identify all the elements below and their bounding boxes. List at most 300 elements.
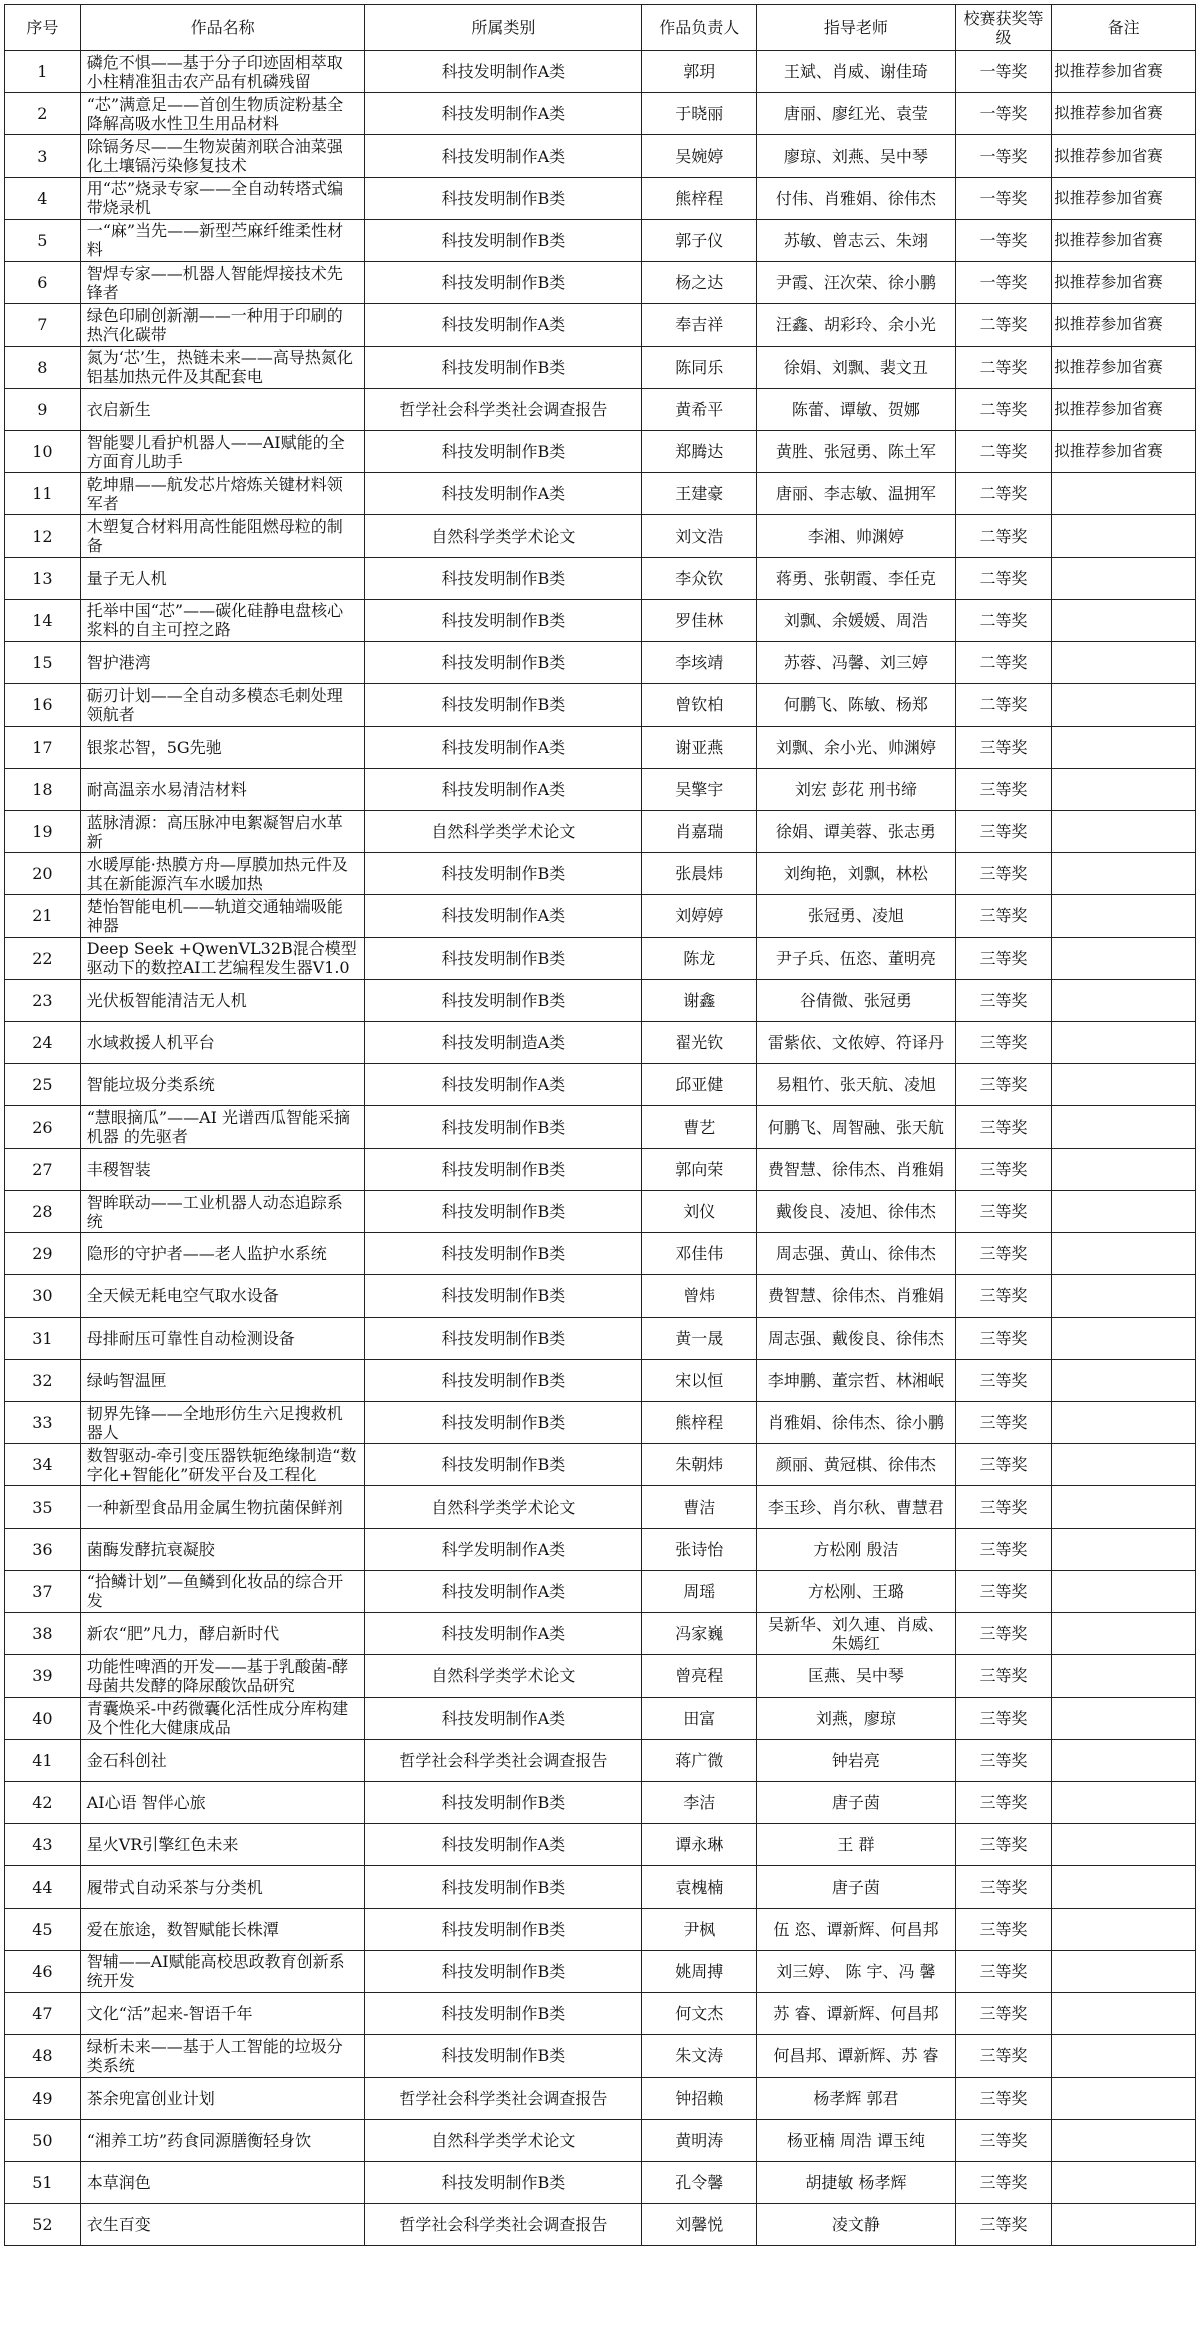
cell-remark bbox=[1052, 1359, 1196, 1401]
cell-work-name: 用“芯”烧录专家——全自动转塔式编带烧录机 bbox=[80, 177, 365, 219]
cell-index: 24 bbox=[5, 1022, 81, 1064]
cell-index: 40 bbox=[5, 1697, 81, 1739]
cell-category: 科技发明制作A类 bbox=[365, 1613, 642, 1655]
cell-work-name: 青囊焕采-中药微囊化活性成分库构建及个性化大健康成品 bbox=[80, 1697, 365, 1739]
cell-award-level: 二等奖 bbox=[955, 430, 1052, 472]
cell-work-name: 磷危不惧——基于分子印迹固相萃取小柱精准狙击农产品有机磷残留 bbox=[80, 51, 365, 93]
cell-award-level: 三等奖 bbox=[955, 2035, 1052, 2077]
cell-award-level: 二等奖 bbox=[955, 473, 1052, 515]
table-row bbox=[5, 177, 1196, 219]
table-row bbox=[5, 1190, 1196, 1232]
cell-award-level: 三等奖 bbox=[955, 1993, 1052, 2035]
cell-advisor: 李湘、帅渊婷 bbox=[757, 515, 956, 557]
cell-remark bbox=[1052, 726, 1196, 768]
cell-index: 23 bbox=[5, 979, 81, 1021]
cell-award-level: 三等奖 bbox=[955, 1570, 1052, 1612]
cell-remark bbox=[1052, 1950, 1196, 1992]
cell-advisor: 胡捷敏 杨孝辉 bbox=[757, 2161, 956, 2203]
cell-award-level: 三等奖 bbox=[955, 1275, 1052, 1317]
cell-remark bbox=[1052, 599, 1196, 641]
table-row bbox=[5, 1359, 1196, 1401]
cell-leader: 孔令馨 bbox=[642, 2161, 757, 2203]
cell-advisor: 王 群 bbox=[757, 1824, 956, 1866]
cell-remark bbox=[1052, 768, 1196, 810]
cell-leader: 罗佳林 bbox=[642, 599, 757, 641]
cell-index: 4 bbox=[5, 177, 81, 219]
table-row bbox=[5, 304, 1196, 346]
cell-leader: 黄明涛 bbox=[642, 2119, 757, 2161]
cell-award-level: 三等奖 bbox=[955, 1064, 1052, 1106]
cell-award-level: 一等奖 bbox=[955, 93, 1052, 135]
cell-advisor: 杨亚楠 周浩 谭玉纯 bbox=[757, 2119, 956, 2161]
cell-index: 48 bbox=[5, 2035, 81, 2077]
cell-work-name: 乾坤鼎——航发芯片熔炼关键材料领军者 bbox=[80, 473, 365, 515]
cell-index: 34 bbox=[5, 1444, 81, 1486]
cell-work-name: 衣启新生 bbox=[80, 388, 365, 430]
cell-remark bbox=[1052, 1064, 1196, 1106]
cell-leader: 李垓靖 bbox=[642, 642, 757, 684]
cell-remark bbox=[1052, 1570, 1196, 1612]
table-row bbox=[5, 1908, 1196, 1950]
cell-leader: 邱亚健 bbox=[642, 1064, 757, 1106]
cell-award-level: 三等奖 bbox=[955, 2077, 1052, 2119]
cell-remark bbox=[1052, 1317, 1196, 1359]
table-row bbox=[5, 642, 1196, 684]
cell-category: 科技发明制作B类 bbox=[365, 684, 642, 726]
cell-leader: 陈龙 bbox=[642, 937, 757, 979]
cell-work-name: 耐高温亲水易清洁材料 bbox=[80, 768, 365, 810]
table-row bbox=[5, 1275, 1196, 1317]
cell-index: 33 bbox=[5, 1402, 81, 1444]
cell-work-name: 蓝脉清源：高压脉冲电絮凝智启水革新 bbox=[80, 810, 365, 852]
cell-award-level: 二等奖 bbox=[955, 346, 1052, 388]
cell-leader: 吴擎宇 bbox=[642, 768, 757, 810]
cell-award-level: 二等奖 bbox=[955, 642, 1052, 684]
cell-remark: 拟推荐参加省赛 bbox=[1052, 93, 1196, 135]
cell-advisor: 费智慧、徐伟杰、肖雅娟 bbox=[757, 1148, 956, 1190]
cell-award-level: 一等奖 bbox=[955, 262, 1052, 304]
cell-remark bbox=[1052, 1106, 1196, 1148]
cell-work-name: 文化“活”起来-智语千年 bbox=[80, 1993, 365, 2035]
cell-advisor: 尹子兵、伍恣、董明亮 bbox=[757, 937, 956, 979]
table-row bbox=[5, 1824, 1196, 1866]
cell-advisor: 方松刚 殷洁 bbox=[757, 1528, 956, 1570]
cell-leader: 熊梓程 bbox=[642, 177, 757, 219]
cell-work-name: 功能性啤酒的开发——基于乳酸菌-酵母菌共发酵的降尿酸饮品研究 bbox=[80, 1655, 365, 1697]
cell-category: 科技发明制作A类 bbox=[365, 304, 642, 346]
table-row bbox=[5, 515, 1196, 557]
cell-work-name: “湘养工坊”药食同源膳衡轻身饮 bbox=[80, 2119, 365, 2161]
table-row bbox=[5, 1106, 1196, 1148]
table-row bbox=[5, 768, 1196, 810]
cell-award-level: 三等奖 bbox=[955, 1655, 1052, 1697]
table-row bbox=[5, 1233, 1196, 1275]
cell-remark: 拟推荐参加省赛 bbox=[1052, 135, 1196, 177]
cell-index: 6 bbox=[5, 262, 81, 304]
cell-award-level: 三等奖 bbox=[955, 1190, 1052, 1232]
cell-remark bbox=[1052, 684, 1196, 726]
cell-index: 1 bbox=[5, 51, 81, 93]
cell-index: 11 bbox=[5, 473, 81, 515]
table-row bbox=[5, 51, 1196, 93]
cell-category: 自然科学类学术论文 bbox=[365, 1655, 642, 1697]
cell-advisor: 周志强、黄山、徐伟杰 bbox=[757, 1233, 956, 1275]
table-row bbox=[5, 346, 1196, 388]
cell-work-name: 绿析未来——基于人工智能的垃圾分类系统 bbox=[80, 2035, 365, 2077]
cell-advisor: 唐丽、李志敏、温拥军 bbox=[757, 473, 956, 515]
table-row bbox=[5, 557, 1196, 599]
cell-award-level: 三等奖 bbox=[955, 726, 1052, 768]
cell-category: 科技发明制作B类 bbox=[365, 1359, 642, 1401]
cell-award-level: 一等奖 bbox=[955, 219, 1052, 261]
cell-index: 9 bbox=[5, 388, 81, 430]
cell-index: 8 bbox=[5, 346, 81, 388]
cell-work-name: 菌酶发酵抗衰凝胶 bbox=[80, 1528, 365, 1570]
cell-award-level: 三等奖 bbox=[955, 1697, 1052, 1739]
cell-leader: 曾钦柏 bbox=[642, 684, 757, 726]
cell-category: 科技发明制作B类 bbox=[365, 1317, 642, 1359]
cell-work-name: 智能垃圾分类系统 bbox=[80, 1064, 365, 1106]
cell-category: 科技发明制作B类 bbox=[365, 219, 642, 261]
table-row bbox=[5, 93, 1196, 135]
cell-award-level: 一等奖 bbox=[955, 135, 1052, 177]
cell-category: 哲学社会科学类社会调查报告 bbox=[365, 2077, 642, 2119]
cell-category: 科技发明制作B类 bbox=[365, 599, 642, 641]
cell-award-level: 二等奖 bbox=[955, 388, 1052, 430]
cell-award-level: 二等奖 bbox=[955, 599, 1052, 641]
cell-advisor: 伍 恣、谭新辉、何昌邦 bbox=[757, 1908, 956, 1950]
cell-category: 科技发明制作B类 bbox=[365, 1275, 642, 1317]
cell-award-level: 三等奖 bbox=[955, 979, 1052, 1021]
cell-work-name: 一种新型食品用金属生物抗菌保鲜剂 bbox=[80, 1486, 365, 1528]
cell-remark bbox=[1052, 642, 1196, 684]
cell-leader: 奉吉祥 bbox=[642, 304, 757, 346]
cell-index: 43 bbox=[5, 1824, 81, 1866]
cell-work-name: 智眸联动——工业机器人动态追踪系统 bbox=[80, 1190, 365, 1232]
cell-work-name: 木塑复合材料用高性能阻燃母粒的制备 bbox=[80, 515, 365, 557]
cell-remark: 拟推荐参加省赛 bbox=[1052, 304, 1196, 346]
table-row bbox=[5, 262, 1196, 304]
cell-work-name: 托举中国“芯”——碳化硅静电盘核心浆料的自主可控之路 bbox=[80, 599, 365, 641]
cell-leader: 刘文浩 bbox=[642, 515, 757, 557]
cell-remark bbox=[1052, 557, 1196, 599]
cell-remark: 拟推荐参加省赛 bbox=[1052, 219, 1196, 261]
cell-work-name: 绿色印刷创新潮——一种用于印刷的热汽化碳带 bbox=[80, 304, 365, 346]
cell-advisor: 李坤鹏、董宗哲、林湘岷 bbox=[757, 1359, 956, 1401]
cell-index: 21 bbox=[5, 895, 81, 937]
cell-award-level: 三等奖 bbox=[955, 1866, 1052, 1908]
cell-award-level: 三等奖 bbox=[955, 1148, 1052, 1190]
table-row bbox=[5, 135, 1196, 177]
cell-category: 科技发明制作B类 bbox=[365, 1190, 642, 1232]
cell-remark bbox=[1052, 2035, 1196, 2077]
table-row bbox=[5, 219, 1196, 261]
cell-remark bbox=[1052, 1781, 1196, 1823]
cell-remark bbox=[1052, 1655, 1196, 1697]
cell-category: 科技发明制作B类 bbox=[365, 1233, 642, 1275]
table-row bbox=[5, 2077, 1196, 2119]
cell-advisor: 尹霞、汪次荣、徐小鹏 bbox=[757, 262, 956, 304]
cell-advisor: 苏 睿、谭新辉、何昌邦 bbox=[757, 1993, 956, 2035]
cell-advisor: 戴俊良、凌旭、徐伟杰 bbox=[757, 1190, 956, 1232]
cell-remark: 拟推荐参加省赛 bbox=[1052, 51, 1196, 93]
table-row bbox=[5, 473, 1196, 515]
cell-award-level: 三等奖 bbox=[955, 768, 1052, 810]
table-row bbox=[5, 1739, 1196, 1781]
cell-leader: 曾亮程 bbox=[642, 1655, 757, 1697]
table-row bbox=[5, 1613, 1196, 1655]
cell-award-level: 三等奖 bbox=[955, 1106, 1052, 1148]
cell-index: 10 bbox=[5, 430, 81, 472]
cell-leader: 冯家巍 bbox=[642, 1613, 757, 1655]
cell-remark bbox=[1052, 1486, 1196, 1528]
cell-advisor: 唐丽、廖红光、袁莹 bbox=[757, 93, 956, 135]
cell-remark bbox=[1052, 1275, 1196, 1317]
cell-work-name: 氮为‘芯’生，热链未来——高导热氮化铝基加热元件及其配套电 bbox=[80, 346, 365, 388]
cell-leader: 钟招赖 bbox=[642, 2077, 757, 2119]
cell-category: 自然科学类学术论文 bbox=[365, 2119, 642, 2161]
cell-category: 科技发明制作B类 bbox=[365, 1148, 642, 1190]
cell-award-level: 三等奖 bbox=[955, 1317, 1052, 1359]
cell-advisor: 匡燕、吴中琴 bbox=[757, 1655, 956, 1697]
cell-advisor: 陈蕾、谭敏、贺娜 bbox=[757, 388, 956, 430]
cell-work-name: 本草润色 bbox=[80, 2161, 365, 2203]
cell-advisor: 李玉珍、肖尔秋、曹慧君 bbox=[757, 1486, 956, 1528]
cell-work-name: 茶余兜富创业计划 bbox=[80, 2077, 365, 2119]
cell-category: 科技发明制作B类 bbox=[365, 1993, 642, 2035]
table-row bbox=[5, 1402, 1196, 1444]
cell-remark bbox=[1052, 473, 1196, 515]
cell-index: 37 bbox=[5, 1570, 81, 1612]
cell-advisor: 刘宏 彭花 刑书缔 bbox=[757, 768, 956, 810]
cell-award-level: 三等奖 bbox=[955, 2204, 1052, 2246]
cell-remark bbox=[1052, 810, 1196, 852]
table-row bbox=[5, 810, 1196, 852]
cell-leader: 郭玥 bbox=[642, 51, 757, 93]
header-award-level: 校赛获奖等级 bbox=[955, 5, 1052, 51]
cell-leader: 邓佳伟 bbox=[642, 1233, 757, 1275]
cell-category: 科学发明制作A类 bbox=[365, 1528, 642, 1570]
cell-remark bbox=[1052, 1866, 1196, 1908]
table-row bbox=[5, 1655, 1196, 1697]
cell-index: 26 bbox=[5, 1106, 81, 1148]
cell-index: 3 bbox=[5, 135, 81, 177]
cell-category: 科技发明制作A类 bbox=[365, 1697, 642, 1739]
cell-leader: 谭永琳 bbox=[642, 1824, 757, 1866]
cell-leader: 刘婷婷 bbox=[642, 895, 757, 937]
cell-category: 自然科学类学术论文 bbox=[365, 810, 642, 852]
cell-work-name: 金石科创社 bbox=[80, 1739, 365, 1781]
cell-remark bbox=[1052, 1697, 1196, 1739]
cell-leader: 袁槐楠 bbox=[642, 1866, 757, 1908]
cell-award-level: 三等奖 bbox=[955, 2119, 1052, 2161]
cell-work-name: 砺刃计划——全自动多模态毛刺处理领航者 bbox=[80, 684, 365, 726]
header-index: 序号 bbox=[5, 5, 81, 51]
cell-category: 科技发明制作A类 bbox=[365, 51, 642, 93]
cell-remark bbox=[1052, 2077, 1196, 2119]
cell-leader: 曾炜 bbox=[642, 1275, 757, 1317]
cell-remark: 拟推荐参加省赛 bbox=[1052, 388, 1196, 430]
table-row bbox=[5, 1148, 1196, 1190]
cell-advisor: 刘三婷、 陈 宇、冯 馨 bbox=[757, 1950, 956, 1992]
cell-index: 32 bbox=[5, 1359, 81, 1401]
cell-award-level: 三等奖 bbox=[955, 1824, 1052, 1866]
cell-remark bbox=[1052, 1444, 1196, 1486]
cell-advisor: 易粗竹、张天航、凌旭 bbox=[757, 1064, 956, 1106]
cell-remark bbox=[1052, 515, 1196, 557]
cell-award-level: 三等奖 bbox=[955, 1486, 1052, 1528]
header-leader: 作品负责人 bbox=[642, 5, 757, 51]
cell-index: 27 bbox=[5, 1148, 81, 1190]
cell-advisor: 肖雅娟、徐伟杰、徐小鹏 bbox=[757, 1402, 956, 1444]
cell-remark bbox=[1052, 1993, 1196, 2035]
cell-award-level: 二等奖 bbox=[955, 515, 1052, 557]
cell-remark bbox=[1052, 1528, 1196, 1570]
cell-advisor: 谷倩微、张冠勇 bbox=[757, 979, 956, 1021]
cell-work-name: 楚怡智能电机——轨道交通轴端吸能神器 bbox=[80, 895, 365, 937]
cell-remark bbox=[1052, 1908, 1196, 1950]
cell-remark bbox=[1052, 853, 1196, 895]
cell-leader: 黄希平 bbox=[642, 388, 757, 430]
cell-advisor: 费智慧、徐伟杰、肖雅娟 bbox=[757, 1275, 956, 1317]
cell-remark bbox=[1052, 1233, 1196, 1275]
cell-category: 科技发明制作B类 bbox=[365, 1950, 642, 1992]
cell-leader: 吴婉婷 bbox=[642, 135, 757, 177]
cell-category: 科技发明制作B类 bbox=[365, 1106, 642, 1148]
cell-award-level: 一等奖 bbox=[955, 177, 1052, 219]
cell-remark bbox=[1052, 1402, 1196, 1444]
cell-advisor: 吴新华、刘久連、肖威、朱嫣红 bbox=[757, 1613, 956, 1655]
cell-award-level: 三等奖 bbox=[955, 895, 1052, 937]
cell-award-level: 三等奖 bbox=[955, 1022, 1052, 1064]
cell-work-name: “拾鳞计划”—鱼鳞到化妆品的综合开发 bbox=[80, 1570, 365, 1612]
cell-leader: 刘仪 bbox=[642, 1190, 757, 1232]
cell-award-level: 三等奖 bbox=[955, 1444, 1052, 1486]
cell-award-level: 三等奖 bbox=[955, 1528, 1052, 1570]
cell-advisor: 杨孝辉 郭君 bbox=[757, 2077, 956, 2119]
cell-category: 科技发明制作B类 bbox=[365, 430, 642, 472]
cell-advisor: 蒋勇、张朝霞、李任克 bbox=[757, 557, 956, 599]
cell-work-name: 智护港湾 bbox=[80, 642, 365, 684]
cell-leader: 黄一晟 bbox=[642, 1317, 757, 1359]
award-table bbox=[4, 4, 1196, 2246]
cell-advisor: 唐子茵 bbox=[757, 1781, 956, 1823]
cell-advisor: 黄胜、张冠勇、陈土军 bbox=[757, 430, 956, 472]
cell-remark bbox=[1052, 1022, 1196, 1064]
cell-index: 42 bbox=[5, 1781, 81, 1823]
cell-category: 自然科学类学术论文 bbox=[365, 1486, 642, 1528]
cell-category: 科技发明制作B类 bbox=[365, 937, 642, 979]
header-advisor: 指导老师 bbox=[757, 5, 956, 51]
cell-work-name: 丰稷智装 bbox=[80, 1148, 365, 1190]
cell-leader: 翟光钦 bbox=[642, 1022, 757, 1064]
table-row bbox=[5, 1064, 1196, 1106]
cell-work-name: 光伏板智能清洁无人机 bbox=[80, 979, 365, 1021]
cell-index: 17 bbox=[5, 726, 81, 768]
cell-leader: 朱文涛 bbox=[642, 2035, 757, 2077]
cell-index: 7 bbox=[5, 304, 81, 346]
cell-work-name: 绿屿智温匣 bbox=[80, 1359, 365, 1401]
cell-index: 50 bbox=[5, 2119, 81, 2161]
cell-advisor: 何鹏飞、周智融、张天航 bbox=[757, 1106, 956, 1148]
cell-award-level: 三等奖 bbox=[955, 853, 1052, 895]
cell-advisor: 刘飘、余媛媛、周浩 bbox=[757, 599, 956, 641]
cell-category: 自然科学类学术论文 bbox=[365, 515, 642, 557]
cell-work-name: 水暖厚能·热膜方舟—厚膜加热元件及其在新能源汽车水暖加热 bbox=[80, 853, 365, 895]
cell-category: 科技发明制作B类 bbox=[365, 853, 642, 895]
cell-index: 39 bbox=[5, 1655, 81, 1697]
cell-category: 科技发明制作B类 bbox=[365, 1444, 642, 1486]
cell-work-name: 爱在旅途，数智赋能长株潭 bbox=[80, 1908, 365, 1950]
cell-advisor: 凌文静 bbox=[757, 2204, 956, 2246]
cell-work-name: 一“麻”当先——新型苎麻纤维柔性材料 bbox=[80, 219, 365, 261]
table-row bbox=[5, 684, 1196, 726]
cell-index: 30 bbox=[5, 1275, 81, 1317]
table-row bbox=[5, 1022, 1196, 1064]
cell-award-level: 三等奖 bbox=[955, 810, 1052, 852]
cell-leader: 郭子仪 bbox=[642, 219, 757, 261]
cell-leader: 谢鑫 bbox=[642, 979, 757, 1021]
cell-leader: 曹洁 bbox=[642, 1486, 757, 1528]
table-row bbox=[5, 1993, 1196, 2035]
cell-remark: 拟推荐参加省赛 bbox=[1052, 346, 1196, 388]
cell-index: 47 bbox=[5, 1993, 81, 2035]
cell-advisor: 廖琼、刘燕、吴中琴 bbox=[757, 135, 956, 177]
cell-advisor: 何昌邦、谭新辉、苏 睿 bbox=[757, 2035, 956, 2077]
cell-leader: 周瑶 bbox=[642, 1570, 757, 1612]
cell-advisor: 刘绚艳，刘飘，林松 bbox=[757, 853, 956, 895]
cell-leader: 朱朝炜 bbox=[642, 1444, 757, 1486]
table-row bbox=[5, 1486, 1196, 1528]
cell-leader: 何文杰 bbox=[642, 1993, 757, 2035]
cell-advisor: 苏蓉、冯馨、刘三婷 bbox=[757, 642, 956, 684]
table-row bbox=[5, 1781, 1196, 1823]
table-row bbox=[5, 2161, 1196, 2203]
cell-category: 科技发明制作B类 bbox=[365, 346, 642, 388]
cell-category: 科技发明制作B类 bbox=[365, 177, 642, 219]
cell-advisor: 付伟、肖雅娟、徐伟杰 bbox=[757, 177, 956, 219]
cell-category: 哲学社会科学类社会调查报告 bbox=[365, 388, 642, 430]
cell-index: 46 bbox=[5, 1950, 81, 1992]
cell-advisor: 刘飘、余小光、帅渊婷 bbox=[757, 726, 956, 768]
table-row bbox=[5, 1697, 1196, 1739]
cell-award-level: 二等奖 bbox=[955, 684, 1052, 726]
table-row bbox=[5, 1950, 1196, 1992]
table-row bbox=[5, 1866, 1196, 1908]
cell-leader: 杨之达 bbox=[642, 262, 757, 304]
cell-award-level: 三等奖 bbox=[955, 1781, 1052, 1823]
cell-award-level: 三等奖 bbox=[955, 1950, 1052, 1992]
cell-remark bbox=[1052, 1190, 1196, 1232]
cell-work-name: 韧界先锋——全地形仿生六足搜救机器人 bbox=[80, 1402, 365, 1444]
cell-index: 51 bbox=[5, 2161, 81, 2203]
cell-leader: 陈同乐 bbox=[642, 346, 757, 388]
cell-advisor: 刘燕，廖琼 bbox=[757, 1697, 956, 1739]
cell-advisor: 唐子茵 bbox=[757, 1866, 956, 1908]
cell-advisor: 钟岩亮 bbox=[757, 1739, 956, 1781]
cell-work-name: AI心语 智伴心旅 bbox=[80, 1781, 365, 1823]
cell-category: 哲学社会科学类社会调查报告 bbox=[365, 1739, 642, 1781]
table-row bbox=[5, 895, 1196, 937]
cell-work-name: 隐形的守护者——老人监护水系统 bbox=[80, 1233, 365, 1275]
cell-remark: 拟推荐参加省赛 bbox=[1052, 430, 1196, 472]
cell-remark bbox=[1052, 1613, 1196, 1655]
cell-index: 45 bbox=[5, 1908, 81, 1950]
cell-leader: 王建豪 bbox=[642, 473, 757, 515]
cell-category: 哲学社会科学类社会调查报告 bbox=[365, 2204, 642, 2246]
cell-award-level: 三等奖 bbox=[955, 1613, 1052, 1655]
cell-award-level: 二等奖 bbox=[955, 304, 1052, 346]
